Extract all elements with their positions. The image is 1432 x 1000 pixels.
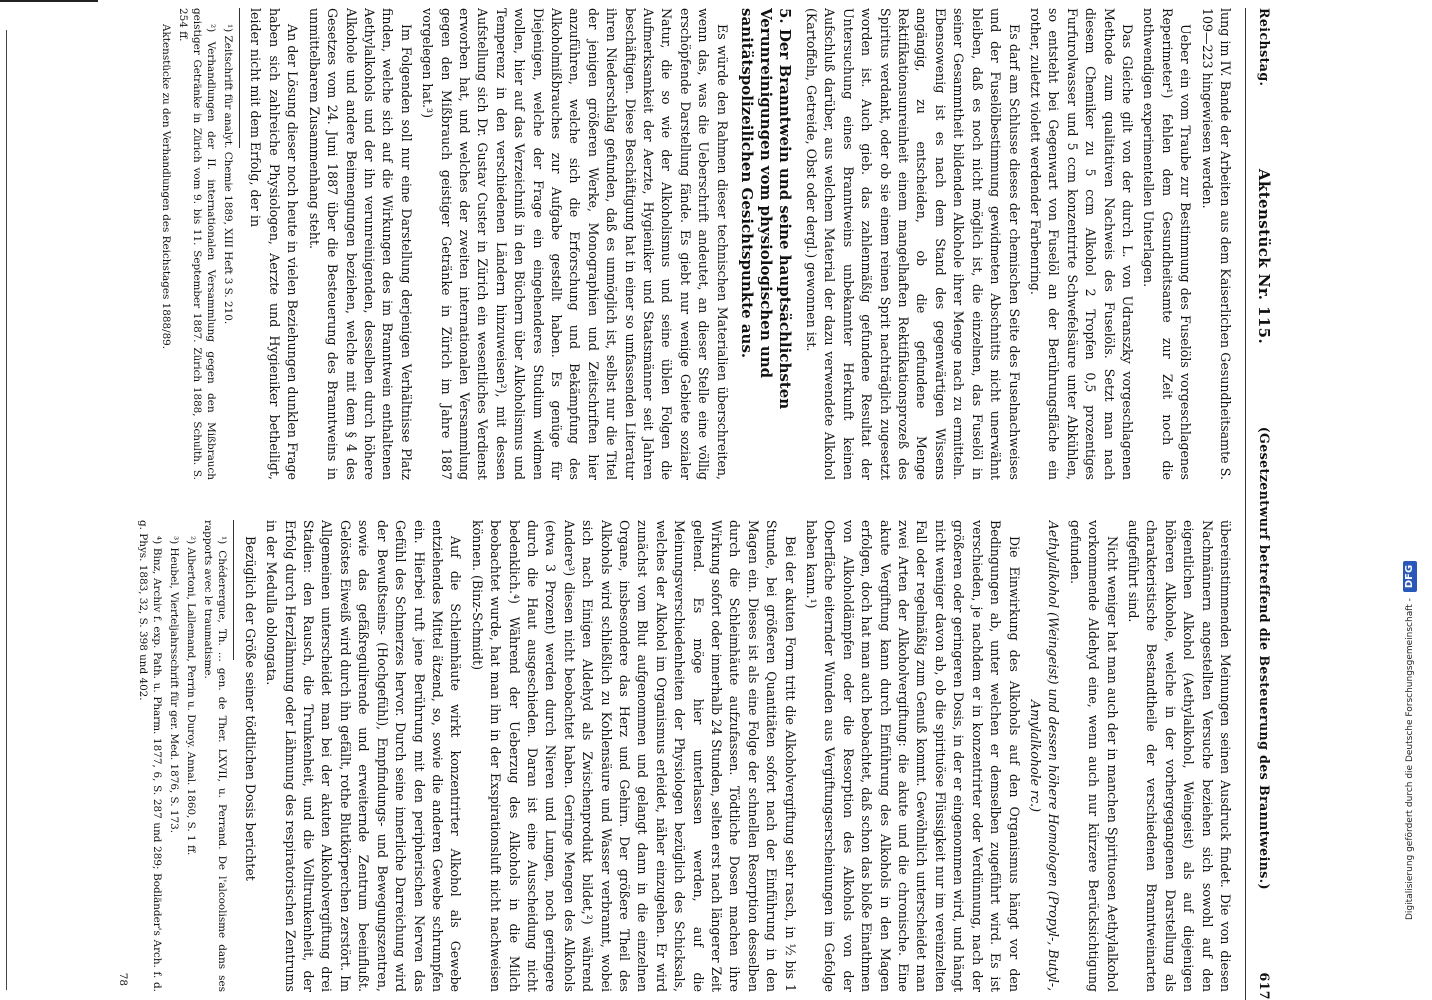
paragraph: übereinstimmenden Meinungen seinen Ausdruck findet. Die von diesen Nachmännern angestellten Versuche beziehen sich sowohl auf den eigentlichen Alkohol (Aethylalkohol, Weingeist) als auf diejenigen höheren Alkohole, welche in der vorhergegangenen Darstellung als charakteristische Bestandtheile der verschiedenen Branntweinarten aufgeführt sind. — [1125, 520, 1233, 992]
footnote: ³) Heubel, Vierteljahrsschrift für ger. Med. 1876, S. 173. — [168, 536, 181, 834]
right-column — [104, 520, 1234, 992]
paragraph: Die Einwirkung des Alkohols auf den Organismus hängt vor den Bedingungen ab, unter welchen er demselben zugeführt wird. Es ist verschieden, je nachdem er in konzentrirter oder Verdünnung, nach der größeren oder geringeren Dosis, in der er eingenommen wird, und hängt nicht weniger davon ab, ob die spirituöse Flüssigkeit nur im vereinzelten Fall oder regelmäßig zum Genuß kommt. Gewöhnlich unterscheidet man zwei Arten der Alkoholvergiftung: die akute und die chronische. Eine akute Vergiftung kann durch Einführung des Alkohols in den Magen erfolgen, doch hat man auch beobachtet, daß schon das bloße Einathmen von Alkoholdämpfen oder die Resorption des Alkohols von der Oberfläche eiternder Wunden aus Vergiftungserscheinungen im Gefolge haben kann.¹) — [804, 520, 1022, 992]
header-center: Aktenstück Nr. 115. — [1255, 168, 1274, 345]
paragraph: Bezüglich der Größe seiner tödtlichen Dosis berichtet — [242, 536, 258, 881]
footnote: ¹) Chéderergue, Th. ... gen. de Ther. LXVII, u. Perrand. De l'alcoolisme dans ses rapports avec le traumatisme. — [202, 520, 229, 992]
rotated-document-page — [72, 8, 1282, 1000]
digitization-note — [1396, 40, 1424, 920]
footnote-divider — [233, 520, 234, 660]
footnote: ²) Albertoni, Lallemand, Perrin u. Duroy. Annal. 1860, S. 1 ff. — [185, 536, 198, 856]
paragraph: An der Lösung dieser noch heute in vielen Beziehungen dunklen Frage haben sich zahlreiche Physiologen, Aerzte und Hygieniker betheiligt, leider nicht mit dem Erfolg, der in — [248, 8, 301, 480]
header-right: (Gesetzentwurf betreffend die Besteuerung des Branntweins.) — [1257, 426, 1273, 890]
paragraph: Im Folgenden soll nur eine Darstellung derjenigen Verhältnisse Platz finden, welche sich auf die Wirkungen des im Branntwein enthaltenen Aethylalkohols und der ihn verunreinigenden, desselben durch höhere Alkohole und andere Beimengungen beziehen, welche mit dem § 4 des Gesetzes vom 24. Juni 1887 über die Besteuerung des Branntweins in unmittelbarem Zusammenhang steht. — [306, 8, 414, 480]
sheet-mark: 78 — [117, 972, 130, 986]
scan-edge-top — [0, 0, 98, 6]
footnote-divider — [239, 8, 240, 148]
paragraph: lung im IV. Bande der Arbeiten aus dem Kaiserlichen Gesundheitsamte S. 109—223 hingewiesen werden. — [1199, 8, 1233, 480]
footnote: ⁴) Binz, Archiv f. exp. Path. u. Pharm. 1877, 6, S. 287 und 289; Bodländer's Arch. f. d. g. Phys. 1883, 32, S. 398 und 402. — [137, 520, 164, 992]
subheading: Aethylalkohol (Weingeist) und dessen höhere Homologen (Propyl-, Butyl-, Amylalkohole rc.) — [1027, 520, 1062, 992]
paragraph: Ueber ein vom Traube zur Bestimmung des Fuselöls vorgeschlagenes Reperimeter¹) fehlen dem Gesundheitsamte zur Zeit noch die nothwendigen experimentellen Unterlagen. — [1141, 8, 1194, 480]
paragraph: Es würde den Rahmen dieser technischen Materialien überschreiten, wenn das, was die Ueberschrift andeutet, an dieser Stelle eine völlig erschöpfende Darstellung fände. Es giebt nur wenige Gebiete sozialer Natur, die so wie der Alkoholismus und seine üblen Folgen die Aufmerksamkeit der Aerzte, Hygieniker und Staatsmänner seit Jahren beschäftigen. Diese Beschäftigung hat in einer so umfassenden Literatur ihren Niederschlag gefunden, daß es unmöglich ist, selbst nur die Titel der jenigen größeren Werke, Monographien und Zeitschriften hier anzuführen, welche sich die Erforschung und Bekämpfung des Alkoholmißbrauches zur Aufgabe gestellt haben. Es genüge für Diejenigen, welche der Frage ein eingehenderes Studium widmen wollen, hier auf das Verzeichniß in den Büchern über Alkoholismus und Temperenz in den verschiedenen Ländern hinzuweisen²), mit dessen Aufstellung sich Dr. Gustav Custer in Zürich ein wesentliches Verdienst erworben hat, und welches der zweiten internationalen Versammlung gegen den Mißbrauch geistiger Getränke in Zürich im Jahre 1887 vorgelegen hat.³) — [420, 8, 730, 480]
section-title: 5. Der Branntwein und seine hauptsächlichsten Verunreinigungen vom physiologischen und sanitätspolizeilichen Gesichtspunkte aus. — [737, 8, 794, 410]
paragraph: Bei der akuten Form tritt die Alkoholvergiftung sehr rasch, in ½ bis 1 Stunde, bei größeren Quantitäten sofort nach der Einführung in den Magen ein. Dieses ist als eine Folge der schnellen Resorption desselben durch die Schleimhäute aufzufassen. Tödtliche Dosen machen ihre Wirkung sofort oder innerhalb 24 Stunden, selten erst nach längerer Zeit geltend. Es möge hier unterlassen werden, auf die Meinungsverschiedenheiten der Physiologen bezüglich des Schicksals, welches der Alkohol im Organismus erleidet, näher einzugehen. Er wird zunächst vom Blut aufgenommen und gelangt dann in die einzelnen Organe, insbesondere das Herz und Gehirn. Der größere Theil des Alkohols wird schließlich zu Kohlensäure und Wasser verbrannt, wobei sich nach Einigen Aldehyd als Zwischenprodukt bildet,²) während Andere³) diesen nicht beobachtet haben. Geringe Mengen des Alkohols (etwa 3 Prozent) werden durch Nieren und Lungen, noch geringere durch die Haut ausgeschieden. Daran ist eine Ausscheidung nicht bedenklich.⁴) Während der Ueberzug des Alkohols in die Milch beobachtet wurde, hat man ihn in der Exspirationsluft nicht nachweisen können. (Binz-Schmidt) — [469, 520, 798, 992]
digitization-text: Digitalisierung gefördert durch die Deutsche Forschungsgemeinschaft - — [1405, 598, 1415, 920]
page-number: 617 — [1257, 972, 1273, 1000]
left-column — [104, 8, 1234, 480]
footnote: Aktenstücke zu den Verhandlungen des Reichstages 1888/89. — [160, 24, 173, 350]
dfg-logo: DFG — [1403, 561, 1417, 592]
paragraph: Das Gleiche gilt von der durch L. von Udranszky vorgeschlagenen Methode zum qualitativen Nachweis des Fuselöls. Setzt man nach diesem Chemiker zu 5 ccm Alkohol 2 Tropfen 0,5 prozentiges Furfurolwasser und 5 ccm konzentrirte Schwefelsäure unter Abkühlen, so entsteht bei Gegenwart von Fuselöl an der Berührungsfläche ein rother, zuletzt violett werdender Farbenring. — [1027, 8, 1135, 480]
page-header — [1245, 8, 1282, 1000]
paragraph: Nicht weniger hat man auch der in manchen Spirituosen Aethylalkohol vorkommende Aldehyd eine, wenn auch nur kürzere Berücksichtigung gefunden. — [1067, 520, 1120, 992]
scan-edge-left — [6, 30, 9, 990]
paragraph: Auf die Schleimhäute wirkt konzentrirter Alkohol als Gewebe entziehendes Mittel ätzend, so, sowie die anderen Gewebe schrumpfen ein. Hierbei ruft jene Berührung mit den peripherischen Nerven das Gefühl des Schmerzes hervor. Durch seine innerliche Darreichung wird der Bewußtseins- (Hochgefühl), Empfindungs- und Bewegungszentren, sowie das gefäßregulirende und erweiternde Zentrum beeinflußt. Gelöstes Eiweiß wird durch ihn gefällt, rothe Blutkörperchen zerstört. Im Allgemeinen unterscheidet man bei der akuten Alkoholvergiftung drei Stadien: den Rausch, die Trunkenheit, und die Volltrunkenheit, der Erfolg durch Herzlähmung oder Lähmung des respiratorischen Zentrums in der Medulla oblongata. — [264, 520, 464, 992]
footnote: ²) Verhandlungen der II. internationalen Versammlung gegen den Mißbrauch geistiger Getränke in Zürich vom 9. bis 11. September 1887. Zürich 1888, Schulth. S. 254 ff. — [177, 8, 218, 480]
footnote: ¹) Zeitschrift für analyt. Chemie 1889, XIII Heft 3 S. 210. — [222, 24, 235, 325]
paragraph: Es darf am Schlusse dieses der chemischen Seite des Fuselnachweises und der Fuselölbestimmung gewidmeten Abschnitts nicht unerwähnt bleiben, daß es noch nicht möglich ist, die einzelnen, das Fuselöl in seiner Gesammtheit bildenden Alkohole ihrer Menge nach zu ermitteln. Ebensowenig ist es nach dem Stand des gegenwärtigen Wissens angängig, zu entscheiden, ob die gefundene Menge Rektifikationsunreinheit einem mangelhaften Rektifikationsprozeß des Spiritus verdankt, oder ob sie einem reinen Sprit nachträglich zugesetzt worden ist. Auch gieb. das zahlenmäßig gefundene Resultat der Untersuchung eines Branntweins unbekannter Herkunft keinen Aufschluß darüber, aus welchem Material der dazu verwendete Alkohol (Kartoffeln, Getreide, Obst oder dergl.) gewonnen ist. — [804, 8, 1022, 480]
header-left: Reichstag. — [1257, 8, 1273, 87]
